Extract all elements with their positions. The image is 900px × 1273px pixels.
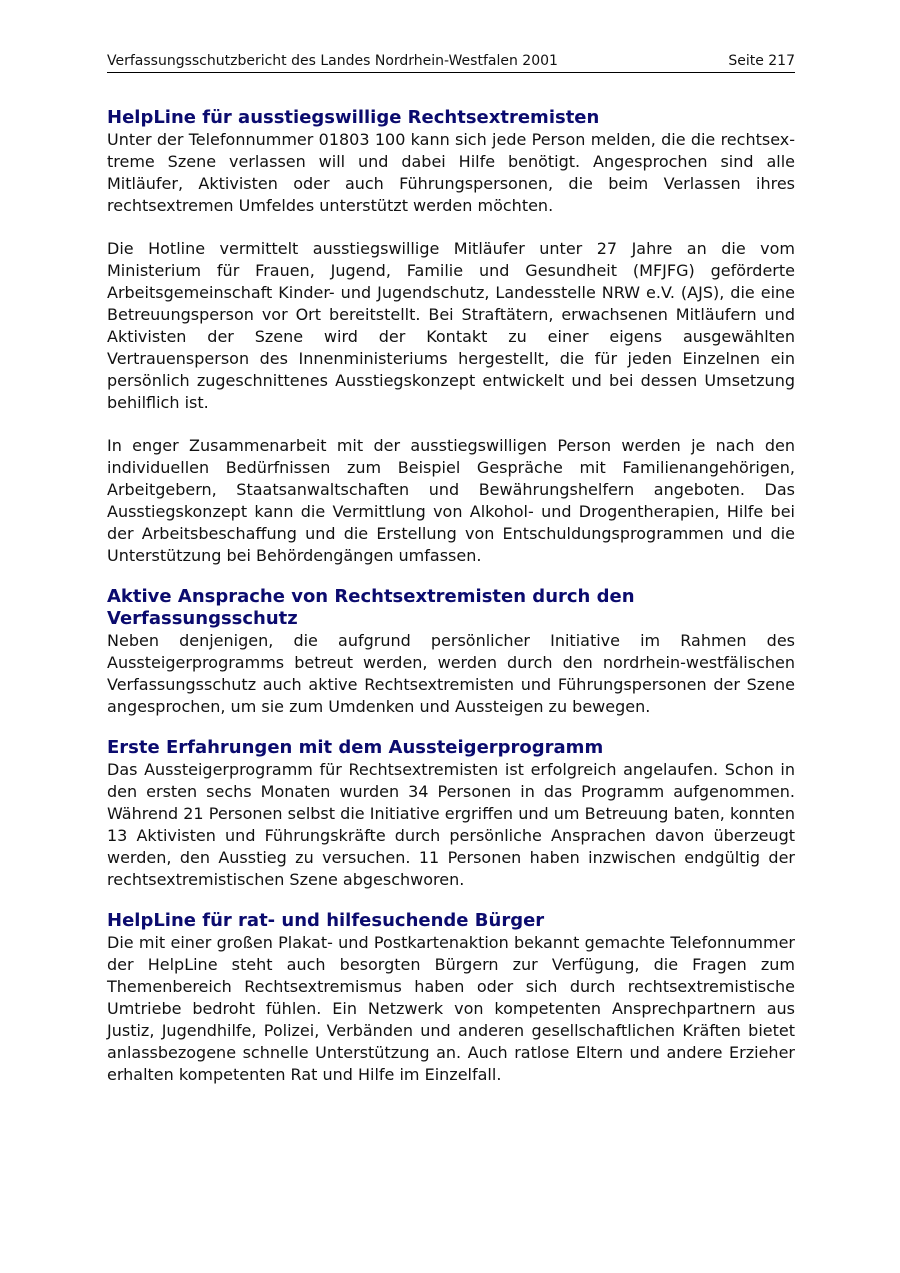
paragraph: Unter der Telefonnummer 01803 100 kann sich jede Person melden, die die rechtsextreme Szene verlassen will und dabei Hilfe benötigt. Angesprochen sind alle Mitläufer, Aktivisten oder auch Führungspersonen, die beim Verlassen ihres rechtsextremen Umfeldes unterstützt werden möchten. xyxy=(107,130,795,215)
paragraph: Neben denjenigen, die aufgrund persönlicher Initiative im Rahmen des Aussteigerprogramms betreut werden, werden durch den nordrhein-westfälischen Verfassungsschutz auch aktive Rechtsextremisten und Führungspersonen der Szene angesprochen, um sie zum Umdenken und Aussteigen zu bewegen. xyxy=(107,631,795,716)
paragraph: Die mit einer großen Plakat- und Postkartenaktion bekannt gemachte Telefonnummer der HelpLine steht auch besorgten Bürgern zur Verfügung, die Fragen zum Themenbereich Rechtsextremismus haben oder sich durch rechtsextremistische Umtriebe bedroht fühlen. Ein Netzwerk von kompetenten Ansprechpartnern aus Justiz, Jugendhilfe, Polizei, Verbänden und anderen gesellschaftlichen Kräften bietet anlassbezogene schnelle Unterstützung an. Auch ratlose Eltern und andere Erzieher erhalten kompetenten Rat und Hilfe im Einzelfall. xyxy=(107,933,795,1084)
section-heading: HelpLine für ausstiegswillige Rechtsextremisten xyxy=(107,107,600,128)
section-aktive-ansprache xyxy=(107,586,795,718)
paragraph: In enger Zusammenarbeit mit der ausstiegswilligen Person werden je nach den individuellen Bedürfnissen zum Beispiel Gespräche mit Familienangehörigen, Arbeitgebern, Staatsanwaltschaften und Bewährungshelfern angeboten. Das Ausstiegskonzept kann die Vermittlung von Alkohol- und Drogentherapien, Hilfe bei der Arbeitsbeschaffung und die Erstellung von Entschuldungsprogrammen und die Unterstützung bei Behördengängen umfassen. xyxy=(107,436,795,565)
section-helpline-aussteiger xyxy=(107,107,795,567)
header-title: Verfassungsschutzbericht des Landes Nordrhein-Westfalen 2001 xyxy=(107,53,558,69)
section-erste-erfahrungen xyxy=(107,737,795,891)
paragraph: Das Aussteigerprogramm für Rechtsextremisten ist erfolgreich angelaufen. Schon in den ersten sechs Monaten wurden 34 Personen in das Programm aufgenommen. Während 21 Personen selbst die Initiative ergriffen und um Betreuung baten, konnten 13 Aktivisten und Führungskräfte durch persönliche Ansprachen davon überzeugt werden, den Ausstieg zu versuchen. 11 Personen haben inzwischen endgültig der rechtsextremistischen Szene abgeschworen. xyxy=(107,760,795,889)
section-heading: HelpLine für rat- und hilfesuchende Bürger xyxy=(107,910,545,931)
paragraph: Die Hotline vermittelt ausstiegswillige Mitläufer unter 27 Jahre an die vom Ministerium für Frauen, Jugend, Familie und Gesundheit (MFJFG) geförderte Arbeitsgemeinschaft Kinder- und Jugendschutz, Landesstelle NRW e.V. (AJS), die eine Betreuungsperson vor Ort bereitstellt. Bei Straftätern, erwachsenen Mitläufern und Aktivisten der Szene wird der Kontakt zu einer eigens ausgewählten Vertrauensperson des Innenministeriums hergestellt, die für jeden Einzelnen ein persönlich zugeschnittenes Ausstiegskonzept entwickelt und bei dessen Umsetzung behilflich ist. xyxy=(107,239,795,412)
section-heading: Erste Erfahrungen mit dem Aussteigerprogramm xyxy=(107,737,604,758)
section-heading: Aktive Ansprache von Rechtsextremisten durch den Verfassungsschutz xyxy=(107,586,635,629)
section-helpline-buerger xyxy=(107,910,795,1086)
page-content xyxy=(107,107,795,1107)
page-number: Seite 217 xyxy=(728,53,795,69)
running-header xyxy=(107,52,795,73)
